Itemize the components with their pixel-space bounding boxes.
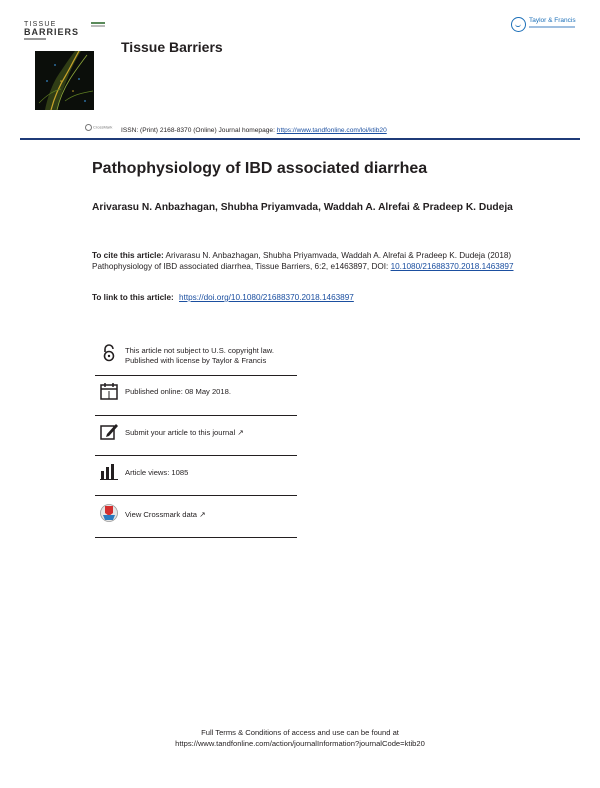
published-date bbox=[95, 378, 297, 408]
edit-icon bbox=[99, 421, 119, 441]
citation-text: Arivarasu N. Anbazhagan, Shubha Priyamvada, Waddah A. Alrefai & Pradeep K. Dudeja (2018) Pathophysiology of IBD associated diarrhea, Tissue Barriers, 6:2, e1463897, DOI: bbox=[92, 251, 512, 271]
external-link-icon: ↗ bbox=[199, 510, 206, 519]
publisher-logo-text: Taylor & Francis bbox=[529, 17, 576, 24]
journal-name: Tissue Barriers bbox=[121, 39, 223, 55]
issn-text: ISSN: (Print) 2168-8370 (Online) Journal homepage: bbox=[121, 127, 277, 134]
article-views-text: Article views: 1085 bbox=[125, 468, 189, 477]
crossmark-small-icon bbox=[85, 124, 92, 131]
publisher-logo bbox=[511, 17, 581, 35]
crossmark-data-link[interactable] bbox=[95, 498, 297, 534]
submit-article-link[interactable] bbox=[95, 418, 297, 448]
info-divider bbox=[95, 537, 297, 538]
article-authors: Arivarasu N. Anbazhagan, Shubha Priyamvada, Waddah A. Alrefai & Pradeep K. Dudeja bbox=[92, 202, 513, 213]
article-views bbox=[95, 458, 297, 488]
journal-logo-line2: BARRIERS bbox=[24, 27, 80, 37]
bar-chart-icon bbox=[99, 461, 119, 481]
journal-badge-icon bbox=[91, 22, 105, 28]
journal-logo bbox=[24, 21, 80, 39]
open-access-icon bbox=[99, 343, 119, 363]
info-divider bbox=[95, 375, 297, 376]
citation bbox=[92, 250, 524, 272]
article-title: Pathophysiology of IBD associated diarrhea bbox=[92, 160, 428, 177]
info-divider bbox=[95, 415, 297, 416]
info-divider bbox=[95, 495, 297, 496]
external-link-icon: ↗ bbox=[237, 428, 244, 437]
crossmark-badge-label: CrossMark bbox=[93, 124, 113, 130]
journal-cover-image bbox=[35, 51, 94, 110]
issn-line bbox=[121, 127, 387, 134]
info-divider bbox=[95, 455, 297, 456]
submit-article-text: Submit your article to this journal bbox=[125, 428, 236, 437]
published-date-text: Published online: 08 May 2018. bbox=[125, 387, 231, 396]
citation-label: To cite this article: bbox=[92, 251, 164, 260]
journal-homepage-link[interactable]: https://www.tandfonline.com/loi/ktib20 bbox=[276, 127, 387, 134]
footer-terms-text: Full Terms & Conditions of access and use can be found at bbox=[201, 728, 399, 737]
crossmark-badge[interactable] bbox=[85, 124, 112, 131]
journal-logo-line1: TISSUE bbox=[24, 21, 57, 28]
header-divider bbox=[20, 138, 580, 140]
article-link-line bbox=[92, 293, 354, 302]
crossmark-icon bbox=[99, 503, 119, 523]
copyright-line2: Published with license by Taylor & Francis bbox=[125, 355, 267, 365]
copyright-line1: This article not subject to U.S. copyright law. bbox=[125, 346, 274, 355]
crossmark-data-text: View Crossmark data bbox=[125, 510, 198, 519]
article-doi-link[interactable]: https://doi.org/10.1080/21688370.2018.1463897 bbox=[179, 293, 354, 302]
copyright-notice bbox=[95, 340, 297, 374]
footer-journal-info-link[interactable]: https://www.tandfonline.com/action/journalInformation?journalCode=ktib20 bbox=[175, 739, 425, 748]
footer bbox=[0, 727, 600, 749]
calendar-icon bbox=[99, 381, 119, 401]
publisher-logo-icon bbox=[511, 17, 526, 32]
article-link-label: To link to this article: bbox=[92, 293, 177, 302]
citation-doi-link[interactable]: 10.1080/21688370.2018.1463897 bbox=[390, 262, 514, 271]
